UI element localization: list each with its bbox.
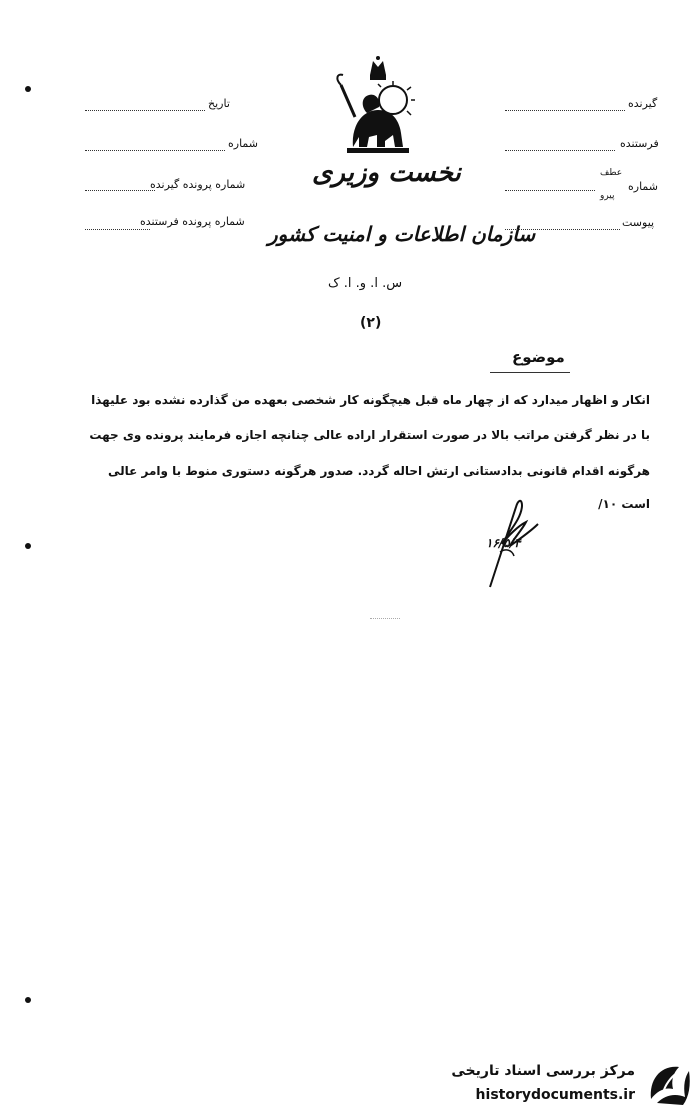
date-label: تاریخ [208,97,230,110]
ref-number-line [505,190,595,191]
recipient-file-line [85,190,155,191]
body-line-4: است ۱۰/ [598,497,650,511]
ref-top-label: عطف [600,168,623,178]
body-line-2: با در نظر گرفتن مراتب بالا در صورت استقرار اراده عالی چنانچه اجازه فرمایند پرونده وی جهت [89,428,650,442]
ref-bottom-label: پیرو [600,191,615,201]
sender-line [505,150,615,151]
watermark-text: مرکز بررسی اسناد تاریخی [451,1063,635,1079]
sender-file-label: شماره پرونده فرستنده [140,215,245,228]
attachment-line [505,229,620,230]
faint-mark [370,618,400,619]
recipient-label: گیرنده [628,97,658,110]
body-line-3: هرگونه اقدام قانونی بدادستانی ارتش احاله گردد. صدور هرگونه دستوری منوط با وامر عالی [107,464,650,478]
reference-code: س. ا. و. ا. ک [328,276,403,291]
archive-logo-icon [643,1059,693,1109]
number-label: شماره [228,137,259,150]
ref-number-label: شماره [628,180,659,193]
punch-hole [25,543,31,549]
sender-file-line [85,229,150,230]
body-line-1: انکار و اظهار میدارد که از چهار ماه قبل هیچگونه کار شخصی بعهده من گذارده نشده بود علیهذا [91,393,650,407]
header-title: نخست وزیری [312,158,461,188]
sender-label: فرستنده [620,137,659,150]
subject-label: موضوع [512,348,565,366]
watermark-url: historydocuments.ir [475,1087,635,1103]
attachment-label: پیوست [622,216,655,229]
page-number: (۲) [360,315,382,331]
signature-date: ۱۶/۵/۴ [486,536,521,550]
header-subtitle: سازمان اطلاعات و امنیت کشور [268,222,536,246]
subject-underline [490,372,570,373]
date-line [85,110,205,111]
punch-hole [25,86,31,92]
lion-and-sun-emblem [333,55,423,160]
recipient-file-label: شماره پرونده گیرنده [150,178,246,191]
punch-hole [25,997,31,1003]
number-line [85,150,225,151]
recipient-line [505,110,625,111]
watermark [410,1055,695,1115]
